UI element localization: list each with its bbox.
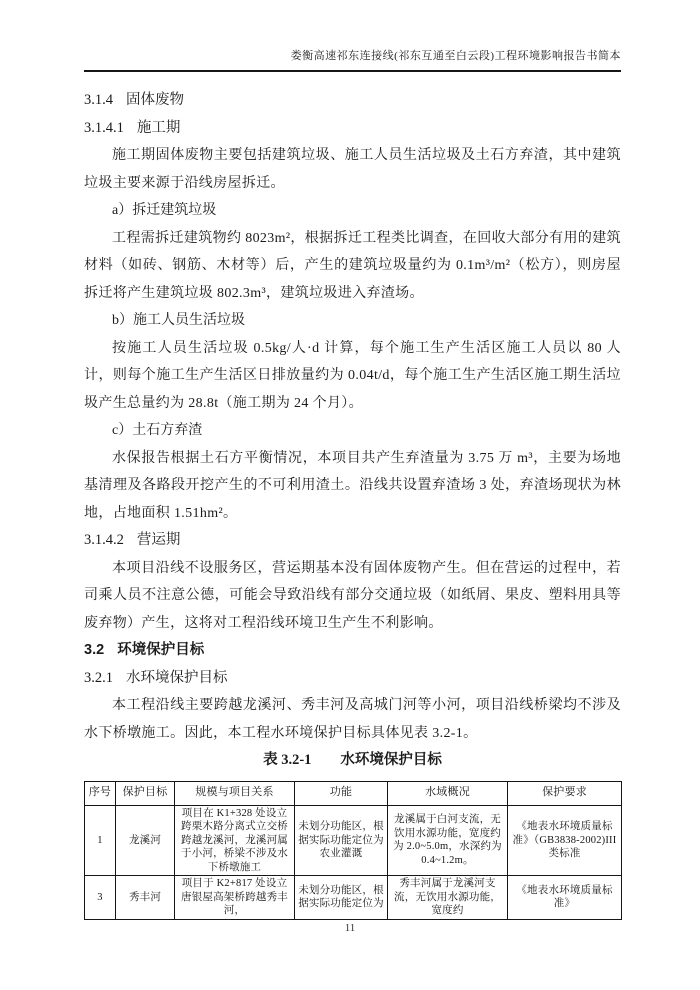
- col-header-requirement: 保护要求: [508, 781, 622, 805]
- cell-relation: 项目在 K1+328 处设立跨栗木路分离式立交桥跨越龙溪河，龙溪河属于小河，桥梁不涉及水下桥墩施工: [175, 805, 295, 876]
- paragraph-operation-period: 本项目沿线不设服务区，营运期基本没有固体废物产生。但在营运的过程中，若司乘人员不注意公德，可能会导致沿线有部分交通垃圾（如纸屑、果皮、塑料用具等废弃物）产生，这将对工程沿线环境卫生产生不利影响。: [84, 560, 621, 631]
- table-caption: [84, 747, 621, 775]
- col-header-relation: 规模与项目关系: [175, 781, 295, 805]
- header-rule: [84, 70, 621, 72]
- section-number: 3.1.4: [84, 92, 113, 108]
- cell-requirement: 《地表水环境质量标准》（GB3838-2002)III 类标准: [508, 805, 622, 876]
- paragraph-construction-waste-intro: 施工期固体废物主要包括建筑垃圾、施工人员生活垃圾及土石方弃渣，其中建筑垃圾主要来源于沿线房屋拆迁。: [84, 148, 621, 191]
- table-row: [85, 876, 622, 920]
- section-title: 营运期: [136, 532, 181, 548]
- paragraph-domestic-waste: 按施工人员生活垃圾 0.5kg/人·d 计算，每个施工生产生活区施工人员以 80 人计，则每个施工生产生活区日排放量约为 0.04t/d，每个施工生产生活区施工期生活垃圾产生总量约为 28.8t（施工期为 24 个月）。: [84, 340, 621, 411]
- page-content: [84, 87, 621, 920]
- list-item-a: a）拆迁建筑垃圾: [112, 203, 217, 218]
- section-number: 3.2: [84, 642, 105, 658]
- paragraph-demolition-waste: 工程需拆迁建筑物约 8023m²，根据拆迁工程类比调查，在回收大部分有用的建筑材料（如砖、钢筋、木材等）后，产生的建筑垃圾量约为 0.1m³/m²（松方），则房屋拆迁将产生建筑垃圾 802.3m³，建筑垃圾进入弃渣场。: [84, 230, 621, 301]
- water-protection-table: [84, 781, 622, 920]
- cell-relation: 项目于 K2+817 处设立唐银屋高架桥跨越秀丰河，: [175, 876, 295, 920]
- section-number: 3.2.1: [84, 669, 113, 686]
- page-number: 11: [344, 922, 356, 934]
- section-title: 环境保护目标: [117, 642, 205, 658]
- paragraph-water-protection-intro: 本工程沿线主要跨越龙溪河、秀丰河及高城门河等小河，项目沿线桥梁均不涉及水下桥墩施工。因此，本工程水环境保护目标具体见表 3.2-1。: [84, 698, 621, 741]
- cell-target: 龙溪河: [116, 805, 175, 876]
- cell-requirement: 《地表水环境质量标准》: [508, 876, 622, 920]
- section-title: 施工期: [136, 119, 181, 136]
- section-heading-3-2-1: [84, 665, 621, 693]
- paragraph-spoil-earthwork: 水保报告根据土石方平衡情况，本项目共产生弃渣量为 3.75 万 m³，主要为场地基清理及各路段开挖产生的不可利用渣土。沿线共设置弃渣场 3 处，弃渣场现状为林地，占地面积 1.51hm²。: [84, 450, 621, 521]
- cell-target: 秀丰河: [116, 876, 175, 920]
- running-header: 娄衡高速祁东连接线(祁东互通至白云段)工程环境影响报告书简本: [290, 50, 621, 62]
- section-title: 水环境保护目标: [126, 669, 228, 686]
- section-heading-3-2: [84, 637, 621, 665]
- table-header-row: [85, 781, 622, 805]
- section-heading-3-1-4-2: [84, 527, 621, 555]
- table-caption-label: 表 3.2-1: [263, 752, 312, 768]
- col-header-no: 序号: [85, 781, 116, 805]
- section-heading-3-1-4: [84, 87, 621, 115]
- cell-function: 未划分功能区，根据实际功能定位为农业灌溉: [295, 805, 388, 876]
- col-header-target: 保护目标: [116, 781, 175, 805]
- table-caption-title: 水环境保护目标: [340, 752, 442, 768]
- list-item-b: b）施工人员生活垃圾: [112, 313, 245, 328]
- cell-no: 3: [85, 876, 116, 920]
- cell-overview: 秀丰河属于龙溪河支流，无饮用水源功能，宽度约: [388, 876, 508, 920]
- section-heading-3-1-4-1: [84, 115, 621, 143]
- table-row: [85, 805, 622, 876]
- section-number: 3.1.4.2: [84, 532, 124, 548]
- cell-overview: 龙溪属于白河支流，无饮用水源功能，宽度约为 2.0~5.0m，水深约为 0.4~1.2m。: [388, 805, 508, 876]
- cell-no: 1: [85, 805, 116, 876]
- section-number: 3.1.4.1: [84, 119, 124, 136]
- col-header-function: 功能: [295, 781, 388, 805]
- cell-function: 未划分功能区，根据实际功能定位为: [295, 876, 388, 920]
- col-header-overview: 水域概况: [388, 781, 508, 805]
- list-item-c: c）土石方弃渣: [112, 423, 203, 438]
- section-title: 固体废物: [126, 92, 185, 108]
